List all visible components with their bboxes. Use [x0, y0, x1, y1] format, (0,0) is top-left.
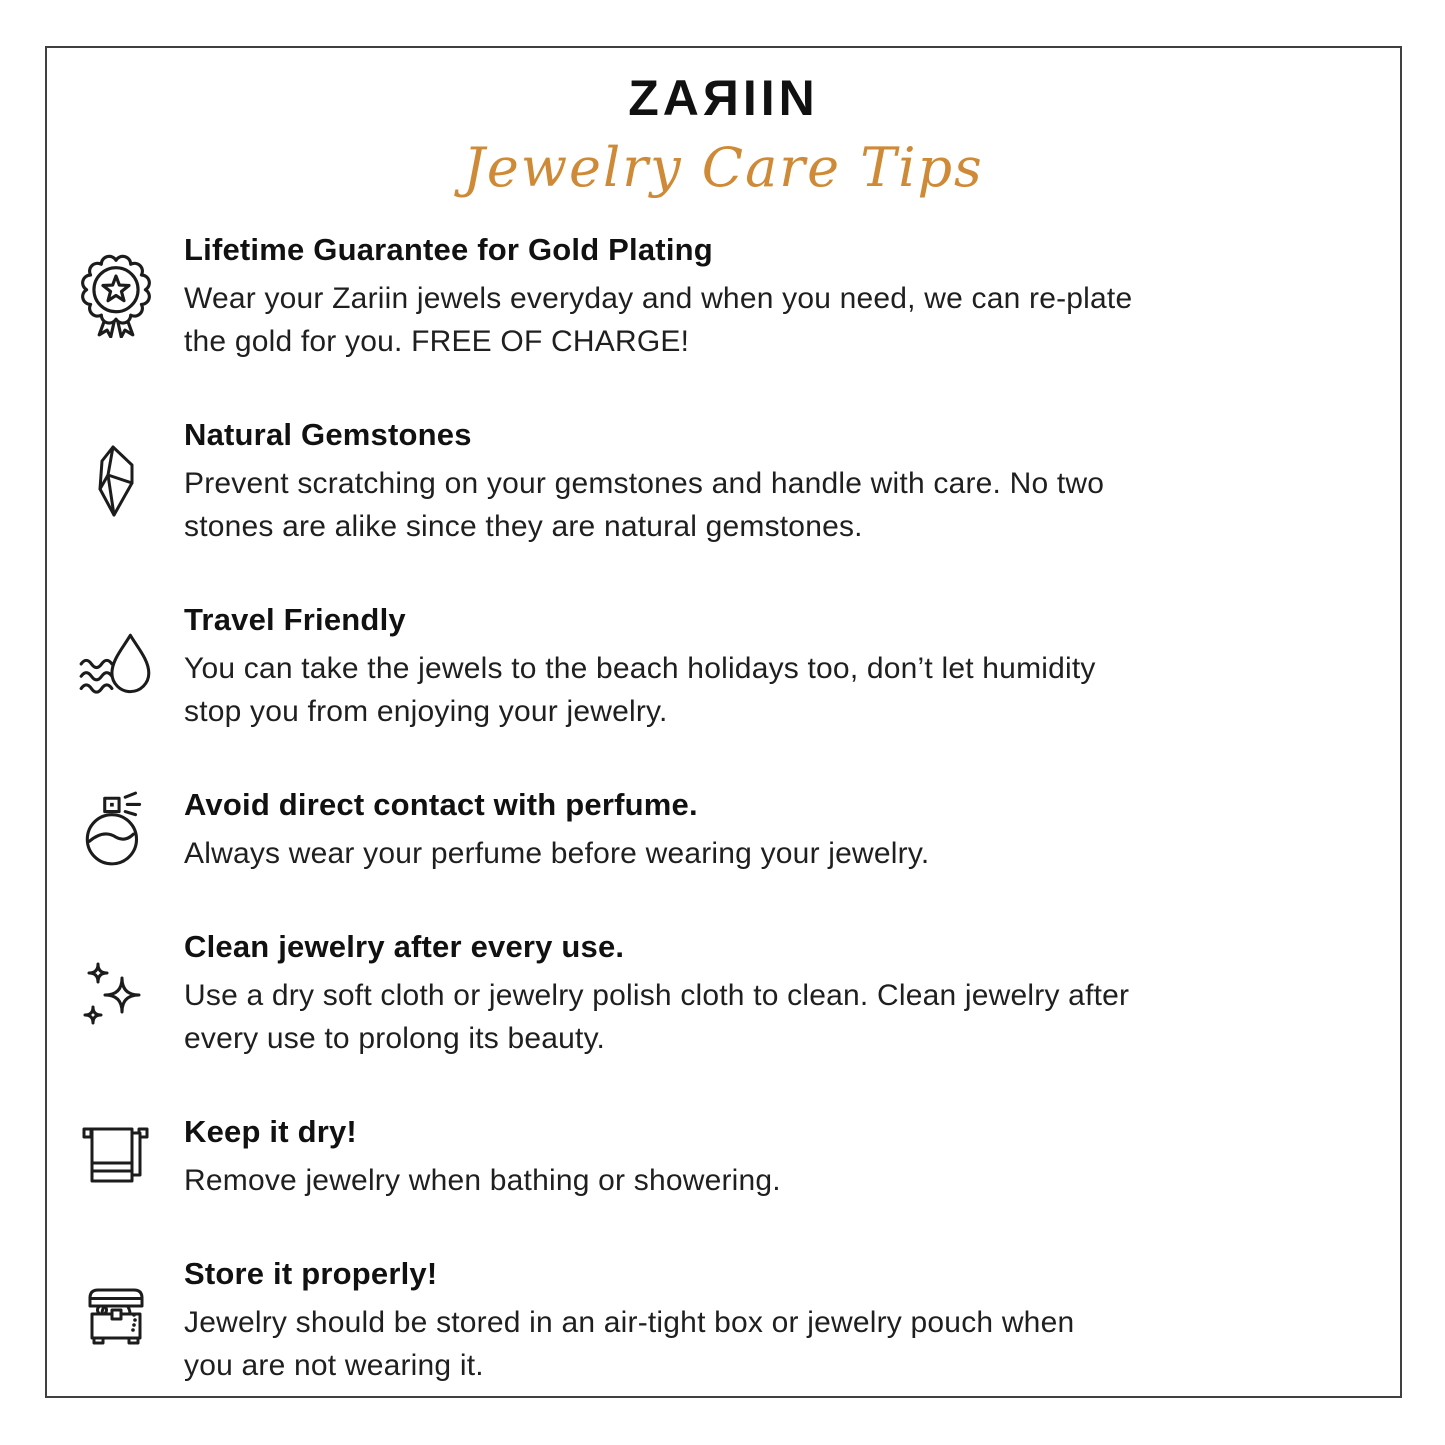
tip-section-storage [47, 1252, 1400, 1387]
tip-section-clean [47, 925, 1400, 1060]
tip-section-dry [47, 1110, 1400, 1202]
tip-body-line: stones are alike since they are natural gemstones. [184, 510, 863, 543]
tip-body-line: Always wear your perfume before wearing your jewelry. [184, 837, 930, 870]
sparkles-icon [47, 953, 184, 1033]
tip-section-gold-plating [47, 228, 1400, 363]
tip-body-line: stop you from enjoying your jewelry. [184, 695, 668, 728]
tip-body-line: Remove jewelry when bathing or showering. [184, 1164, 781, 1197]
tip-body-line: Jewelry should be stored in an air-tight box or jewelry pouch when [184, 1306, 1075, 1339]
tip-body-line: the gold for you. FREE OF CHARGE! [184, 325, 690, 358]
header [47, 48, 1400, 200]
tip-title: Keep it dry! [184, 1114, 357, 1149]
tips-list [47, 228, 1400, 1387]
tip-section-perfume [47, 783, 1400, 875]
tip-title: Avoid direct contact with perfume. [184, 787, 698, 822]
tip-title: Natural Gemstones [184, 417, 472, 452]
tip-section-gemstones [47, 413, 1400, 548]
tip-body-line: every use to prolong its beauty. [184, 1022, 606, 1055]
gemstone-icon [47, 441, 184, 521]
jewelry-box-icon [47, 1280, 184, 1360]
tip-body-line: Prevent scratching on your gemstones and handle with care. No two [184, 467, 1105, 500]
care-tips-card [45, 46, 1402, 1398]
tip-title: Clean jewelry after every use. [184, 929, 625, 964]
tip-body-line: you are not wearing it. [184, 1349, 484, 1382]
tip-body-line: Use a dry soft cloth or jewelry polish cloth to clean. Clean jewelry after [184, 979, 1130, 1012]
tip-title: Travel Friendly [184, 602, 406, 637]
tip-title: Store it properly! [184, 1256, 438, 1291]
humidity-droplet-icon [47, 625, 184, 707]
award-medal-icon [47, 254, 184, 338]
tip-title: Lifetime Guarantee for Gold Plating [184, 232, 713, 267]
brand-logo: ZAЯIIN [628, 70, 819, 126]
tip-body-line: Wear your Zariin jewels everyday and when you need, we can re-plate [184, 282, 1133, 315]
tip-section-travel [47, 598, 1400, 733]
page-title: Jewelry Care Tips [463, 136, 984, 199]
towel-icon [47, 1116, 184, 1196]
perfume-bottle-icon [47, 788, 184, 870]
tip-body-line: You can take the jewels to the beach holidays too, don’t let humidity [184, 652, 1096, 685]
